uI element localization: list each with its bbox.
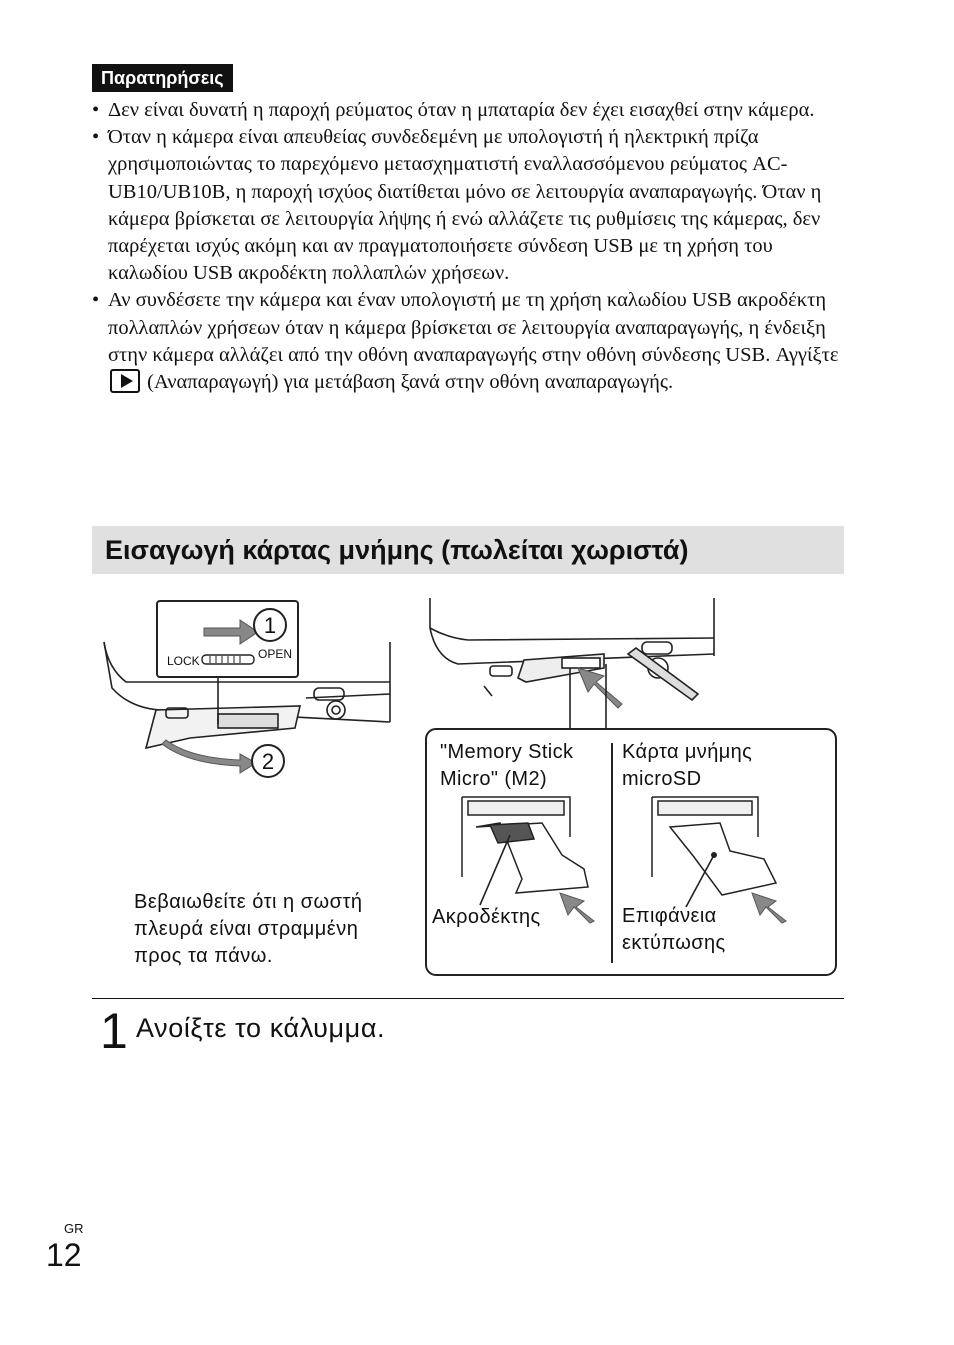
page-number: 12 xyxy=(46,1237,82,1273)
microsd-label xyxy=(622,739,752,793)
play-icon xyxy=(110,369,140,393)
lock-label: LOCK xyxy=(167,654,200,668)
note-item xyxy=(92,124,852,287)
note-text: Όταν η κάμερα είναι απευθείας συνδεδεμένη με υπολογιστή ή ηλεκτρική πρίζα χρησιμοποιώντας το παρεχόμενο μετασχηματιστή εναλλασσόμενου ρεύματος AC-UB10/UB10B, η παροχή ισχύος διατίθεται μόνο σε λειτουργία αναπαραγωγής. Όταν η κάμερα βρίσκεται σε λειτουργία λήψης ή ενώ αλλάζετε τις ρυθμίσεις της κάμερας, δεν παρέχεται ισχύς ακόμη και αν πραγματοποιήσετε σύνδεση USB με τη χρήση του καλωδίου USB ακροδέκτη πολλαπλών χρήσεων. xyxy=(108,126,822,285)
bullet: • xyxy=(92,126,100,149)
caption-line: προς τα πάνω. xyxy=(134,945,273,967)
section-header xyxy=(92,526,844,574)
label-line: "Memory Stick xyxy=(440,741,574,763)
notes-list xyxy=(92,97,852,396)
step2-marker: 2 xyxy=(261,749,275,774)
printed-surface-label xyxy=(622,903,726,957)
label-line: Επιφάνεια xyxy=(622,905,717,927)
note-item xyxy=(92,287,852,396)
label-line: microSD xyxy=(622,768,702,790)
language-code: GR xyxy=(64,1221,84,1236)
bullet: • xyxy=(92,99,100,121)
open-label: OPEN xyxy=(258,647,293,661)
label-line: εκτύπωσης xyxy=(622,932,726,954)
card-slot-illustration xyxy=(428,598,718,728)
orientation-caption xyxy=(134,889,424,970)
note-text: Αν συνδέσετε την κάμερα και έναν υπολογιστή με τη χρήση καλωδίου USB ακροδέκτη πολλαπλών χρήσεων όταν η κάμερα βρίσκεται σε λειτουργία αναπαραγωγής, η ένδειξη στην κάμερα αλλάζει από την οθόνη αναπαραγωγής στην οθόνη σύνδεσης USB. Αγγίξτε xyxy=(108,289,839,366)
note-text: Δεν είναι δυνατή η παροχή ρεύματος όταν η μπαταρία δεν έχει εισαχθεί στην κάμερα. xyxy=(108,99,815,121)
step-text: Ανοίξτε το κάλυμμα. xyxy=(136,1013,386,1043)
notes-heading: Παρατηρήσεις xyxy=(92,64,233,92)
label-line: Micro" (M2) xyxy=(440,768,548,790)
caption-line: πλευρά είναι στραμμένη xyxy=(134,918,359,940)
camera-cover-illustration xyxy=(100,598,400,778)
section-title: Εισαγωγή κάρτας μνήμης (πωλείται χωριστά) xyxy=(105,535,689,565)
note-item xyxy=(92,97,852,124)
step-number: 1 xyxy=(100,1003,128,1059)
terminal-label: Ακροδέκτης xyxy=(432,906,541,928)
label-line: Κάρτα μνήμης xyxy=(622,741,753,763)
memory-stick-label xyxy=(440,739,573,793)
note-text: (Αναπαραγωγή) για μετάβαση ξανά στην οθόνη αναπαραγωγής. xyxy=(147,371,674,394)
caption-line: Βεβαιωθείτε ότι η σωστή xyxy=(134,891,363,913)
step-divider xyxy=(92,998,844,999)
step1-marker: 1 xyxy=(263,613,277,638)
bullet: • xyxy=(92,289,100,312)
